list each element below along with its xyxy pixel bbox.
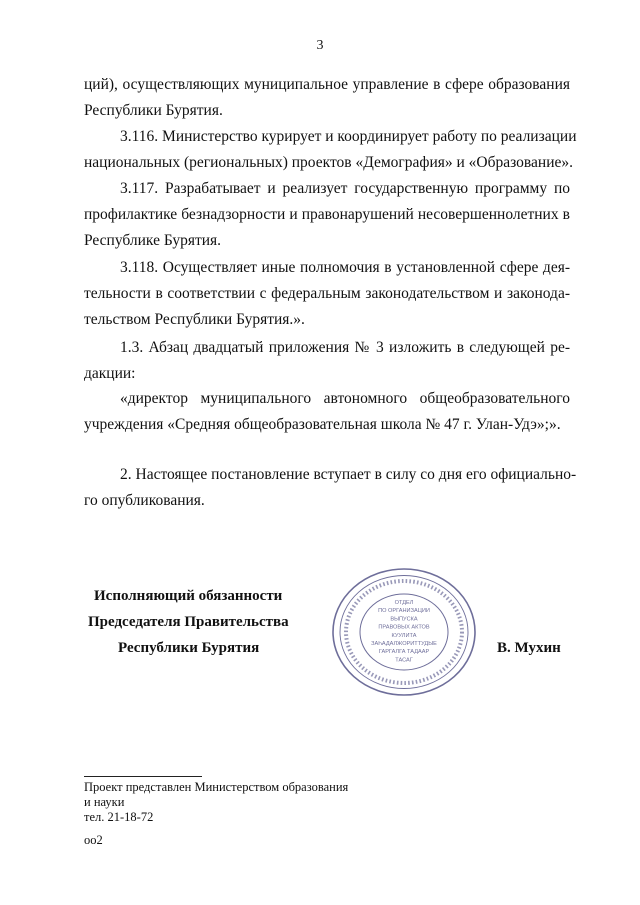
text-line: национальных (региональных) проектов «Демография» и «Образование». [84,154,573,171]
text-line: тельством Республики Бурятия.». [84,311,305,328]
seal-text-line: ПО ОРГАНИЗАЦИИ [378,608,430,615]
text-line: го опубликования. [84,492,205,509]
text-line: дакции: [84,365,136,382]
paragraph-1 [84,72,570,124]
text-line: ций), осуществляющих муниципальное управление в сфере образования [84,76,570,93]
signatory-title-line-1: Исполняющий обязанности [94,588,283,604]
footnote-rule [84,776,202,777]
text-line: 3.118. Осуществляет иные полномочия в установленной сфере дея- [120,259,570,276]
text-line: Республике Бурятия. [84,232,222,249]
text-line: 1.3. Абзац двадцатый приложения № 3 изложить в следующей ре- [120,339,570,356]
text-line: профилактике безнадзорности и правонарушений несовершеннолетних в [84,206,570,223]
footnote-phone: тел. 21-18-72 [84,810,154,824]
signatory-title-line-2: Председателя Правительства [88,614,289,630]
signatory-name: В. Мухин [497,640,561,656]
official-seal-icon [330,566,478,698]
seal-text-line: ГАРГАЛГА ТАДААР [378,649,430,656]
text-line: учреждения «Средняя общеобразовательная школа № 47 г. Улан-Удэ»;». [84,416,561,433]
paragraph-quote [84,386,570,438]
paragraph-3-116 [84,124,577,176]
footnote-line-2: и науки [84,795,125,809]
seal-text-line: ОТДЕЛ [394,600,414,606]
text-line: «директор муниципального автономного общеобразовательного [120,390,570,407]
seal-text-line: ЗАҺАДАЛЖОРИТТУДЫЕ [371,641,437,647]
seal-text-line: КУУЛИТА [391,632,417,639]
text-line: Республики Бурятия. [84,102,223,119]
paragraph-1-3 [84,335,570,387]
seal-text-line: ВЫПУСКА [390,616,418,623]
seal-text-line: ПРАВОВЫХ АКТОВ [378,624,430,631]
signatory-title-line-3: Республики Бурятия [118,640,260,656]
paragraph-3-118 [84,255,570,333]
seal-text-line: ТАСАГ [395,657,413,664]
paragraph-3-117 [84,176,570,254]
text-line: 3.116. Министерство курирует и координирует работу по реализации [120,128,577,145]
text-line: тельности в соответствии с федеральным законодательством и законода- [84,285,570,302]
footnote-line-1: Проект представлен Министерством образования [84,780,349,794]
text-line: 2. Настоящее постановление вступает в силу со дня его официально- [120,466,577,483]
document-code: оо2 [84,833,103,847]
paragraph-2 [84,462,577,514]
text-line: 3.117. Разрабатывает и реализует государственную программу по [120,180,570,197]
page-number: 3 [316,38,324,53]
